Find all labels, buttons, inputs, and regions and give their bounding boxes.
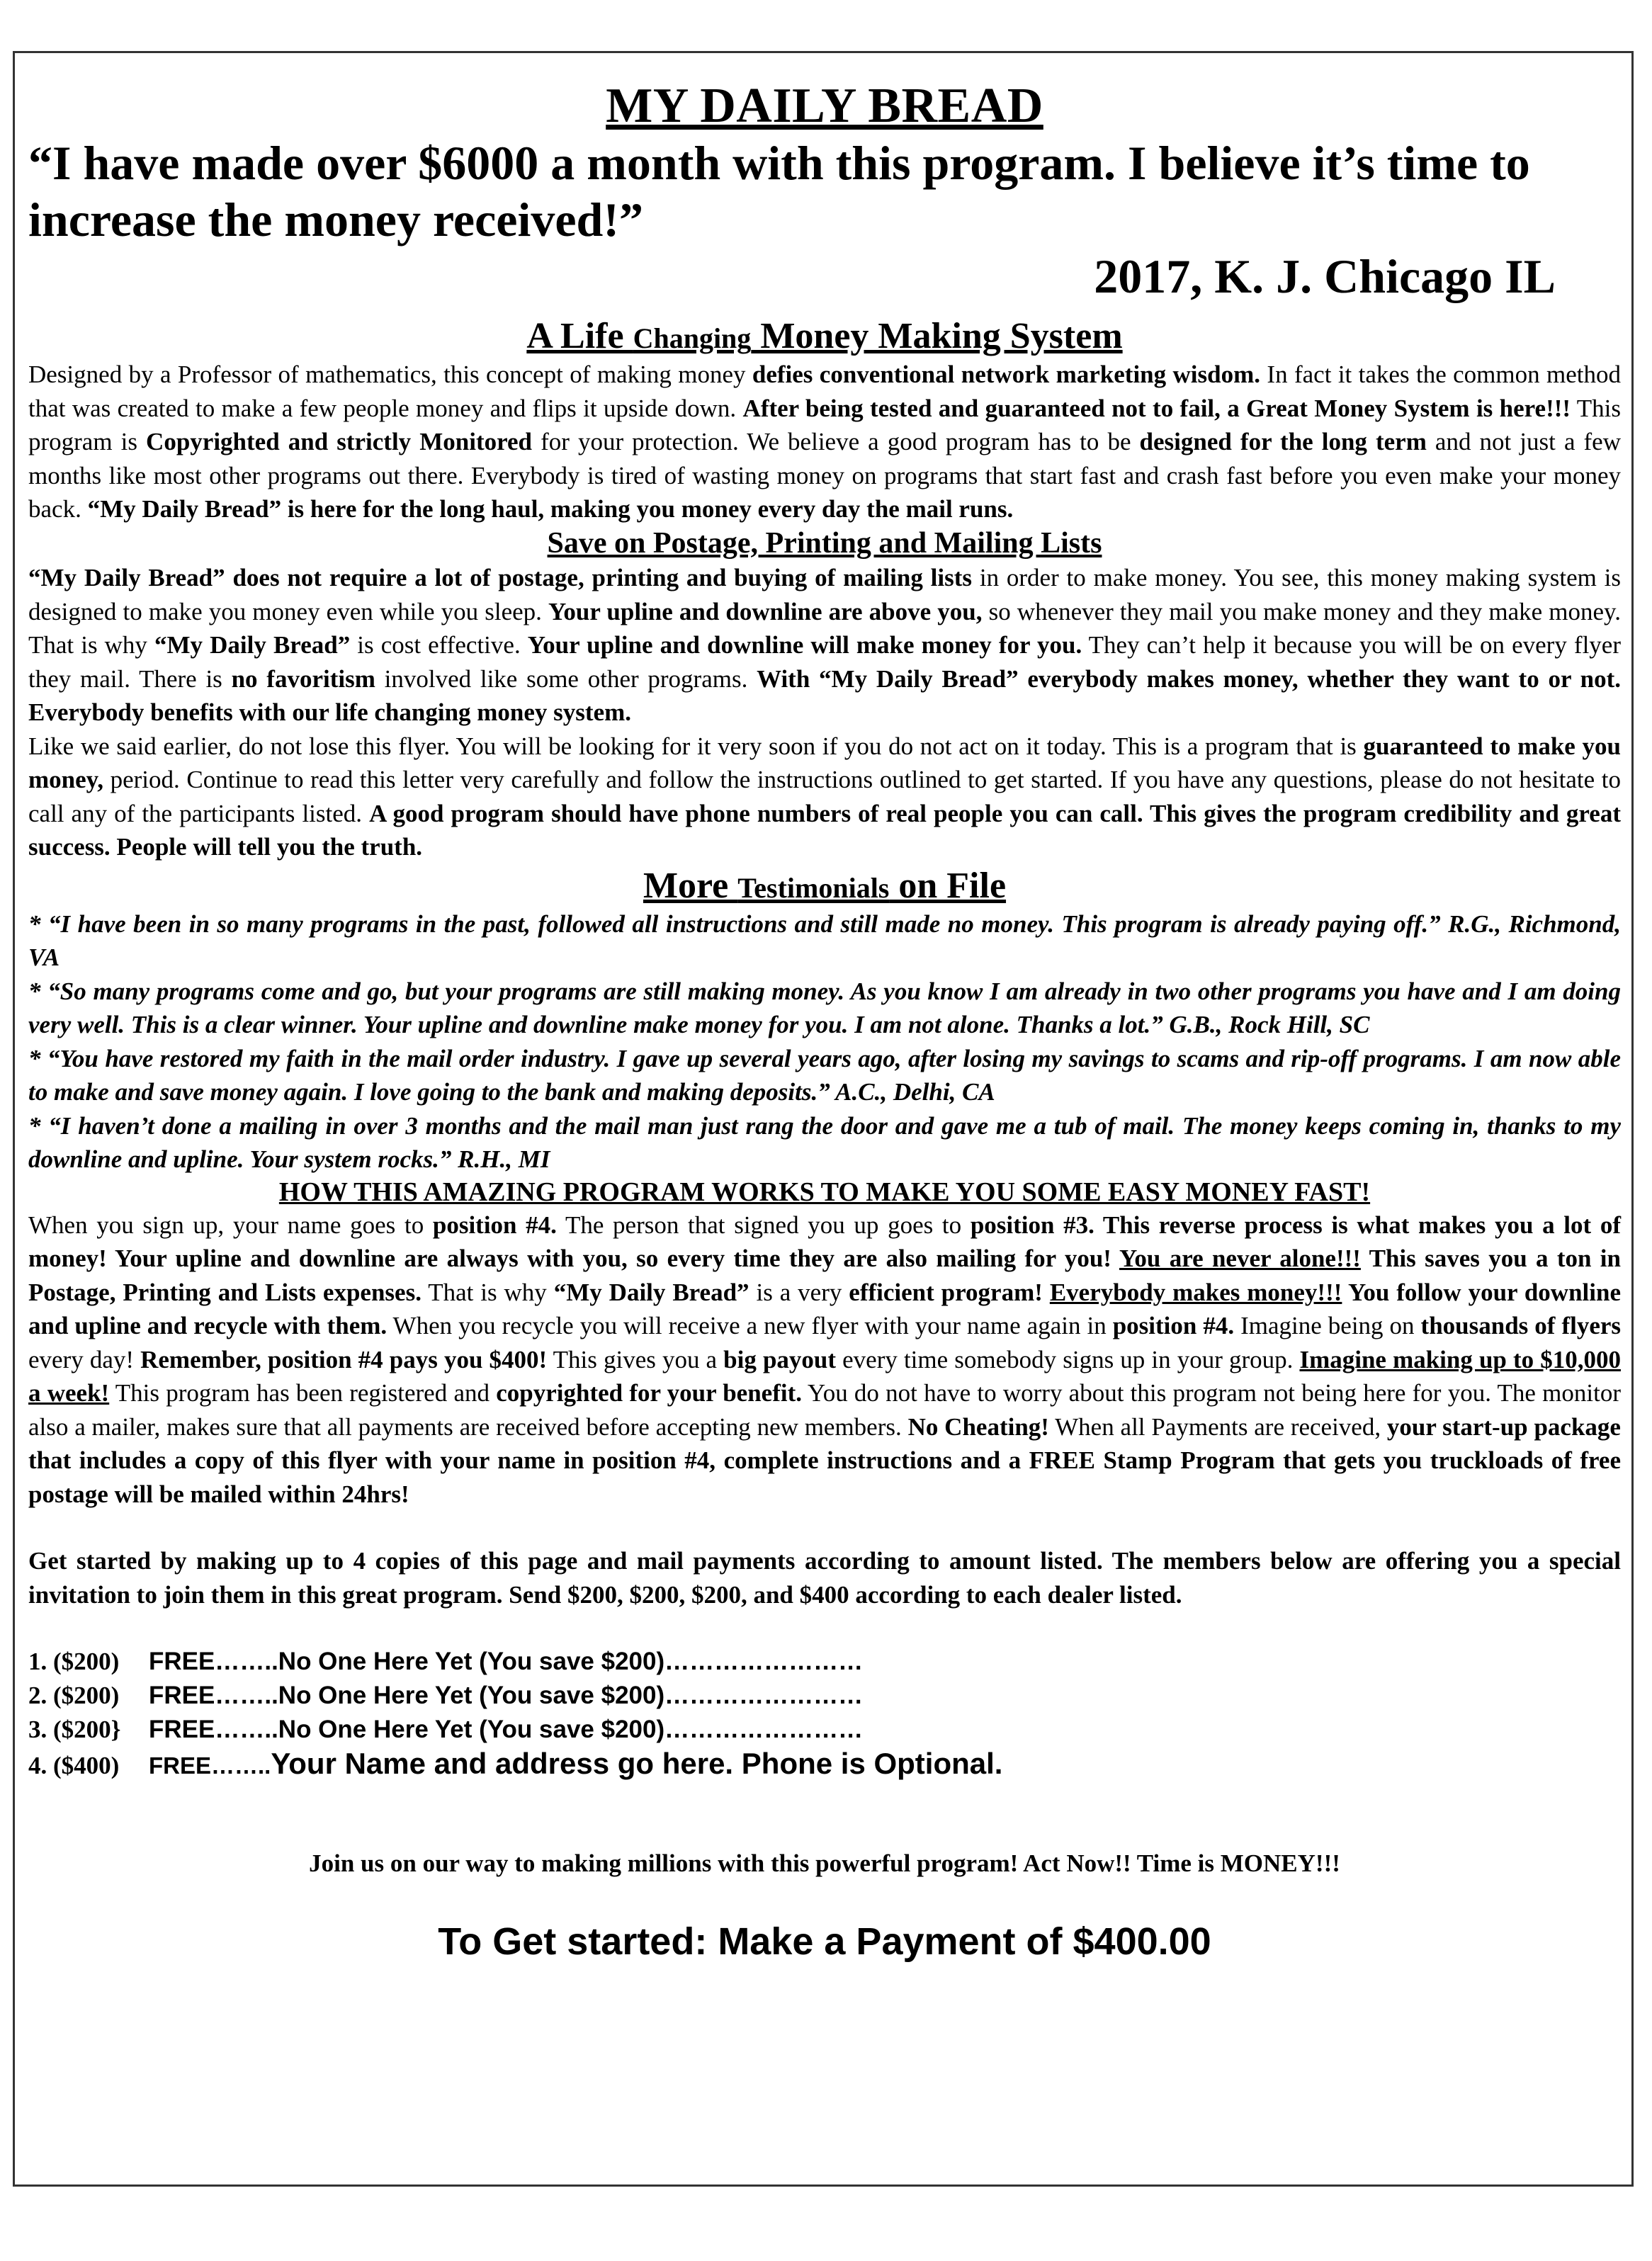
spacer [28,1511,1621,1544]
position-row-2: 2. ($200) FREE……..No One Here Yet (You save $200)…………………… [28,1682,864,1710]
section-heading-how-it-works: HOW THIS AMAZING PROGRAM WORKS TO MAKE YOU SOME EASY MONEY FAST! [278,1177,1371,1207]
position-row-3: 3. ($200} FREE……..No One Here Yet (You save $200)…………………… [28,1716,864,1744]
headline-attribution: 2017, K. J. Chicago IL [1094,249,1556,304]
join-message: Join us on our way to making millions with this powerful program! Act Now!! Time is MONEY!!! [309,1849,1340,1878]
page-title: MY DAILY BREAD [606,79,1043,133]
how-it-works-paragraph: When you sign up, your name goes to position #4. The person that signed you up goes to position #3. This reverse process is what makes you a lot of money! Your upline and downline are always with you, so every time they are also mailing for you! You are never alone!!! This saves you a ton in Postage, Printing and Lists expenses. That is why “My Daily Bread” is a very efficient program! Everybody makes money!!! You follow your downline and upline and recycle with them. When you recycle you will receive a new flyer with your name again in position #4. Imagine being on thousands of flyers every day! Remember, position #4 pays you $400! This gives you a big payout every time somebody signs up in your group. Imagine making up to $10,000 a week! This program has been registered and copyrighted for your benefit. You do not have to worry about this program not being here for you. The monitor also a mailer, makes sure that all payments are received before accepting new members. No Cheating! When all Payments are received, your start-up package that includes a copy of this flyer with your name in position #4, complete instructions and a FREE Stamp Program that gets you truckloads of free postage will be mailed within 24hrs! [28,1211,1622,1508]
testimonial: * “So many programs come and go, but your programs are still making money. As you know I am already in two other programs you have and I am doing very well. This is a clear winner. Your upline and downline make money for you. I am not alone. Thanks a lot.” G.B., Rock Hill, SC [28,977,1621,1039]
headline-quote: “I have made over $6000 a month with this program. I believe it’s time to increase the money received!” [28,135,1530,246]
intro-paragraph: Designed by a Professor of mathematics, this concept of making money defies conventional network marketing wisdom. In fact it takes the common method that was created to make a few people money and flips it upside down. After being tested and guaranteed not to fail, a Great Money System is here!!! This program is Copyrighted and strictly Monitored for your protection. We believe a good program has to be designed for the long term and not just a few months like most other programs out there. Everybody is tired of wasting money on programs that start fast and crash fast before you even make your money back. “My Daily Bread” is here for the long haul, making you money every day the mail runs. [28,361,1621,523]
positions-list [28,1645,1621,1783]
section-heading-testimonials: More Testimonials on File [643,865,1007,906]
spacer [28,1611,1621,1645]
section-heading-postage: Save on Postage, Printing and Mailing Lists [547,526,1102,560]
get-started-callout: To Get started: Make a Payment of $400.00 [438,1920,1211,1964]
position-row-4: 4. ($400) FREE……..Your Name and address go here. Phone is Optional. [28,1747,1003,1781]
flyer-content [28,79,1621,1964]
position-row-1: 1. ($200) FREE……..No One Here Yet (You save $200)…………………… [28,1648,864,1676]
flyer-warning-paragraph: Like we said earlier, do not lose this flyer. You will be looking for it very soon if you do not act on it today. This is a program that is guaranteed to make you money, period. Continue to read this letter very carefully and follow the instructions outlined to get started. If you have any questions, please do not hesitate to call any of the participants listed. A good program should have phone numbers of real people you can call. This gives the program credibility and great success. People will tell you the truth. [28,732,1621,861]
testimonial: * “You have restored my faith in the mail order industry. I gave up several years ago, after losing my savings to scams and rip-off programs. I am now able to make and save money again. I love going to the bank and making deposits.” A.C., Delhi, CA [28,1044,1621,1106]
testimonial: * “I have been in so many programs in the past, followed all instructions and still made no money. This program is already paying off.” R.G., Richmond, VA [28,910,1621,972]
testimonial: * “I haven’t done a mailing in over 3 months and the mail man just rang the door and gave me a tub of mail. The money keeps coming in, thanks to my downline and upline. Your system rocks.” R.H., MI [28,1111,1621,1174]
instructions-paragraph: Get started by making up to 4 copies of this page and mail payments according to amount listed. The members below are offering you a special invitation to join them in this great program. Send $200, $200, $200, and $400 according to each dealer listed. [28,1547,1621,1609]
section-heading-life-changing: A Life Changing Money Making System [526,315,1123,356]
postage-paragraph: “My Daily Bread” does not require a lot of postage, printing and buying of mailing lists in order to make money. You see, this money making system is designed to make you money even while you sleep. Your upline and downline are above you, so whenever they mail you make money and they make money. That is why “My Daily Bread” is cost effective. Your upline and downline will make money for you. They can’t help it because you will be on every flyer they mail. There is no favoritism involved like some other programs. With “My Daily Bread” everybody makes money, whether they want to or not. Everybody benefits with our life changing money system. [28,564,1622,727]
